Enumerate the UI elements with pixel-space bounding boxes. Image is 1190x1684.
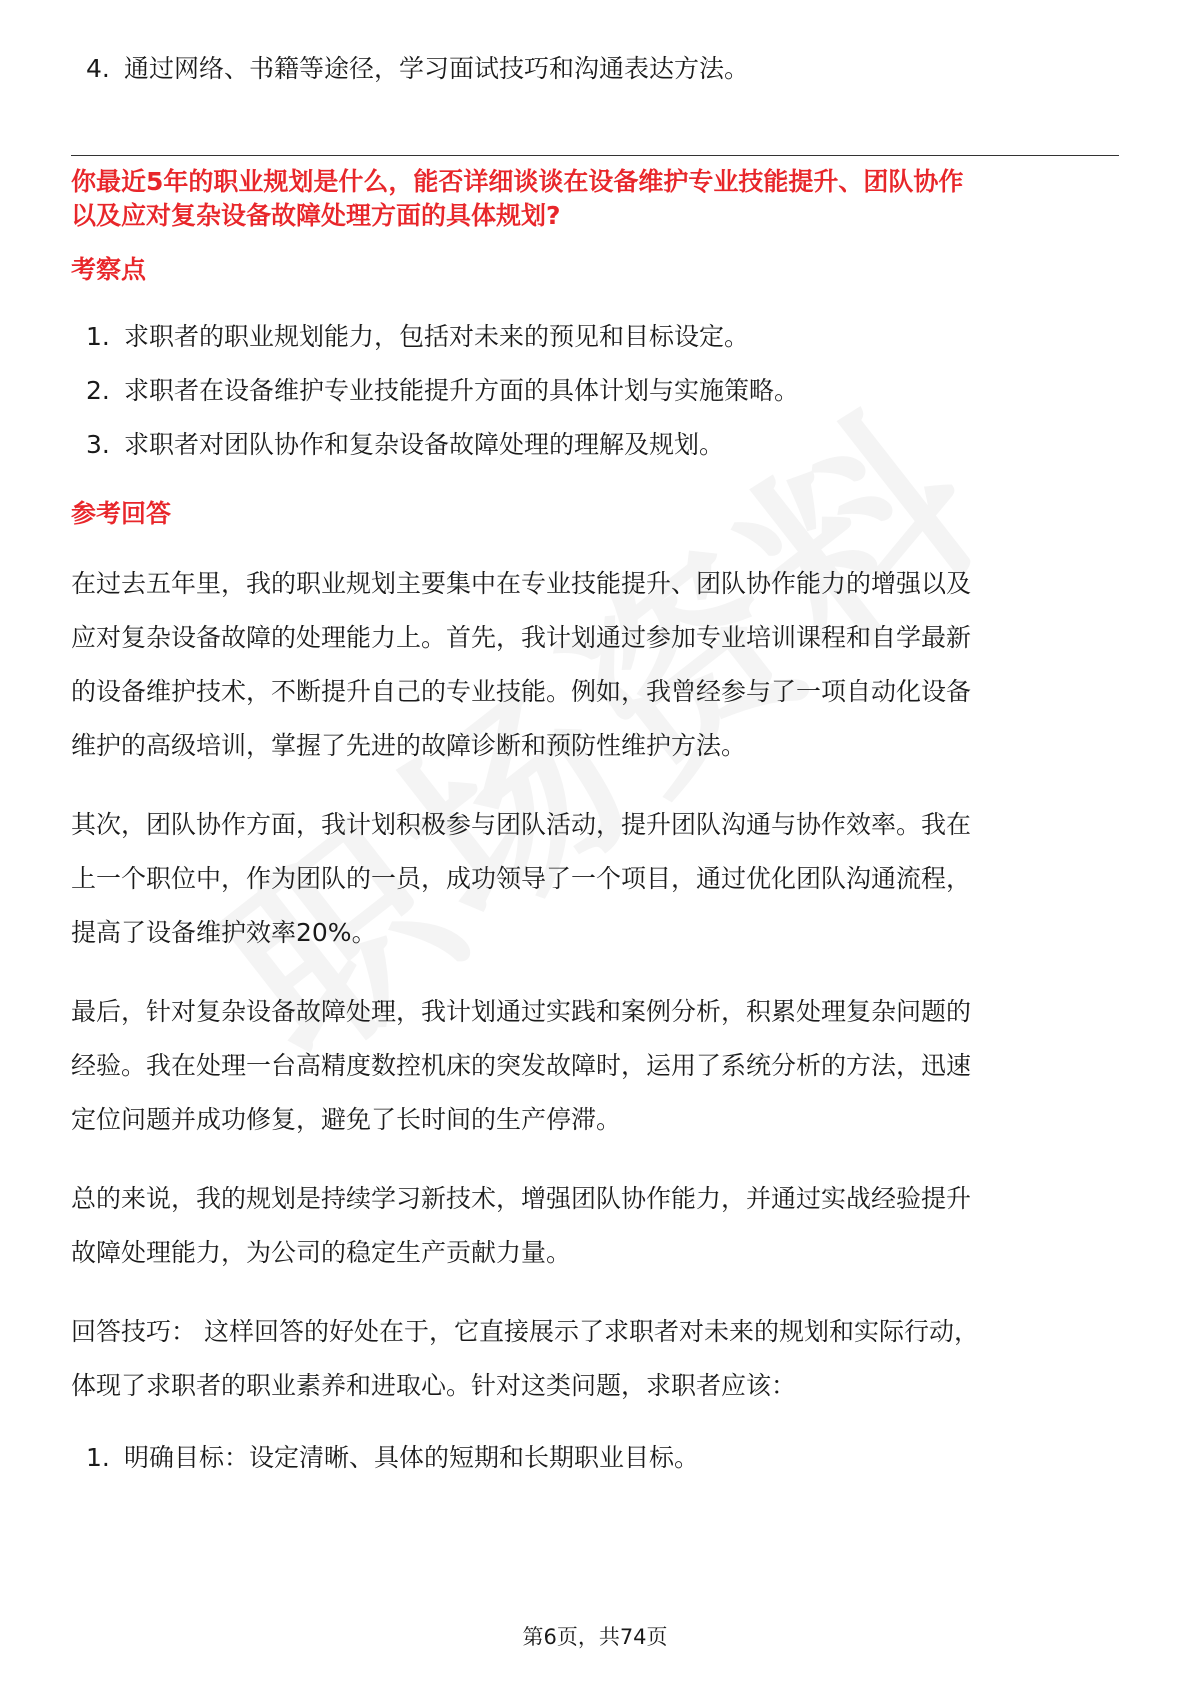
reference-answer-heading: 参考回答 (71, 499, 172, 528)
page-footer: 第6页，共74页 (522, 1625, 668, 1649)
list-item-number: 1. (86, 1443, 110, 1472)
answer-paragraph-3-line: 最后，针对复杂设备故障处理，我计划通过实践和案例分析，积累处理复杂问题的 (71, 997, 972, 1026)
list-item (86, 428, 724, 462)
question-line-2: 以及应对复杂设备故障处理方面的具体规划? (71, 201, 561, 230)
answer-paragraph-3-line: 经验。我在处理一台高精度数控机床的突发故障时，运用了系统分析的方法，迅速 (71, 1051, 972, 1080)
answer-paragraph-1-line: 维护的高级培训，掌握了先进的故障诊断和预防性维护方法。 (71, 731, 747, 760)
answer-tips-line: 体现了求职者的职业素养和进取心。针对这类问题，求职者应该： (71, 1371, 797, 1400)
list-item-text: 明确目标：设定清晰、具体的短期和长期职业目标。 (124, 1443, 700, 1472)
answer-paragraph-1-line: 的设备维护技术，不断提升自己的专业技能。例如，我曾经参与了一项自动化设备 (71, 677, 972, 706)
list-item-text: 求职者在设备维护专业技能提升方面的具体计划与实施策略。 (124, 376, 800, 405)
exam-points-heading: 考察点 (71, 255, 147, 284)
list-item-text: 求职者对团队协作和复杂设备故障处理的理解及规划。 (124, 430, 725, 459)
answer-tips-line: 回答技巧： 这样回答的好处在于，它直接展示了求职者对未来的规划和实际行动， (71, 1317, 979, 1346)
answer-paragraph-2-line: 上一个职位中，作为团队的一员，成功领导了一个项目，通过优化团队沟通流程， (71, 864, 972, 893)
answer-paragraph-2-line: 其次，团队协作方面，我计划积极参与团队活动，提升团队沟通与协作效率。我在 (71, 810, 972, 839)
list-item (86, 1441, 699, 1475)
list-item (86, 52, 749, 86)
answer-paragraph-1-line: 应对复杂设备故障的处理能力上。首先，我计划通过参加专业培训课程和自学最新 (71, 623, 972, 652)
list-item-number: 2. (86, 376, 110, 405)
question-line-1: 你最近5年的职业规划是什么，能否详细谈谈在设备维护专业技能提升、团队协作 (71, 167, 964, 196)
answer-paragraph-3-line: 定位问题并成功修复，避免了长时间的生产停滞。 (71, 1105, 622, 1134)
answer-paragraph-1-line: 在过去五年里，我的职业规划主要集中在专业技能提升、团队协作能力的增强以及 (71, 569, 972, 598)
answer-paragraph-2-line: 提高了设备维护效率20%。 (71, 918, 377, 947)
list-item-number: 4. (86, 54, 110, 83)
list-item (86, 320, 749, 354)
list-item-number: 1. (86, 322, 110, 351)
section-divider (71, 155, 1119, 156)
list-item-text: 求职者的职业规划能力，包括对未来的预见和目标设定。 (124, 322, 750, 351)
answer-paragraph-4-line: 故障处理能力，为公司的稳定生产贡献力量。 (71, 1238, 572, 1267)
answer-paragraph-4-line: 总的来说，我的规划是持续学习新技术，增强团队协作能力，并通过实战经验提升 (71, 1184, 972, 1213)
list-item-text: 通过网络、书籍等途径，学习面试技巧和沟通表达方法。 (124, 54, 750, 83)
list-item (86, 374, 799, 408)
list-item-number: 3. (86, 430, 110, 459)
